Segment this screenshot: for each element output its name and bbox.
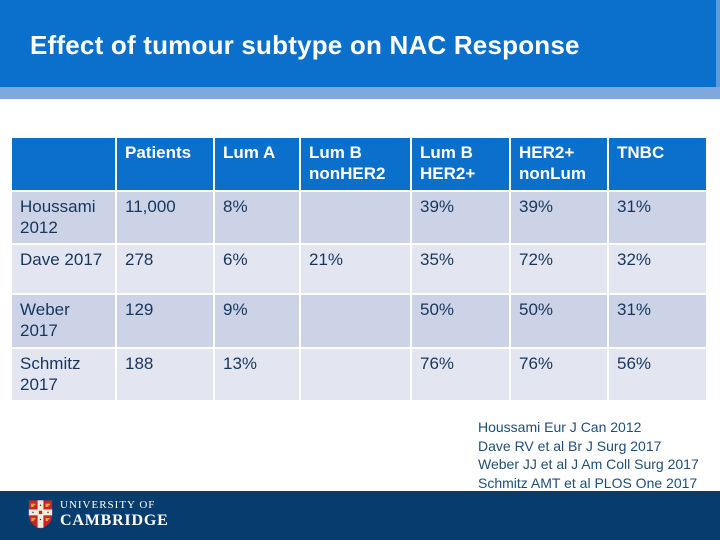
table-cell: 31% (609, 295, 706, 346)
table-cell: 31% (609, 192, 706, 243)
table-cell: 8% (215, 192, 299, 243)
table-cell (301, 192, 410, 243)
table-row-schmitz (12, 349, 706, 400)
header-cell-tnbc: TNBC (609, 138, 706, 190)
table-cell: 188 (117, 349, 213, 400)
reference-line: Schmitz AMT et al PLOS One 2017 (478, 474, 698, 491)
reference-line: Dave RV et al Br J Surg 2017 (478, 437, 662, 454)
table-cell: 129 (117, 295, 213, 346)
table-cell: 72% (511, 245, 607, 293)
table-cell (301, 295, 410, 346)
logo-cambridge: CAMBRIDGE (60, 512, 169, 529)
header-cell-blank (12, 138, 115, 190)
table-cell: 11,000 (117, 192, 213, 243)
table-header-row (12, 138, 706, 190)
cambridge-logo (28, 499, 169, 530)
cambridge-shield-icon (28, 499, 53, 530)
table-cell: 32% (609, 245, 706, 293)
row-label: Weber 2017 (12, 295, 115, 346)
title-banner (0, 0, 720, 87)
header-cell-lum-a: Lum A (215, 138, 299, 190)
table-cell: 56% (609, 349, 706, 400)
header-cell-patients: Patients (117, 138, 213, 190)
row-label: Dave 2017 (12, 245, 115, 293)
subtype-response-table (10, 136, 708, 402)
header-cell-lum-b-her2: Lum B HER2+ (412, 138, 509, 190)
row-label: Houssami 2012 (12, 192, 115, 243)
table-cell: 39% (412, 192, 509, 243)
table-cell: 50% (511, 295, 607, 346)
logo-university-of: UNIVERSITY OF (60, 499, 156, 511)
table-cell: 13% (215, 349, 299, 400)
cambridge-logo-text (60, 500, 169, 529)
slide-title: Effect of tumour subtype on NAC Response (30, 30, 580, 60)
table-row-weber (12, 295, 706, 346)
table-cell: 50% (412, 295, 509, 346)
table-row-dave (12, 245, 706, 293)
table-cell: 21% (301, 245, 410, 293)
table-cell: 35% (412, 245, 509, 293)
table-cell: 39% (511, 192, 607, 243)
table-cell: 6% (215, 245, 299, 293)
references-block (478, 418, 699, 492)
table-cell: 76% (412, 349, 509, 400)
header-cell-lum-b-nonher2: Lum B nonHER2 (301, 138, 410, 190)
row-label: Schmitz 2017 (12, 349, 115, 400)
table-row-houssami (12, 192, 706, 243)
footer-bar (0, 491, 720, 540)
table-cell: 9% (215, 295, 299, 346)
accent-strip (0, 87, 720, 99)
reference-line: Weber JJ et al J Am Coll Surg 2017 (478, 456, 699, 472)
table-cell: 278 (117, 245, 213, 293)
reference-line: Houssami Eur J Can 2012 (478, 419, 642, 435)
table-cell: 76% (511, 349, 607, 400)
banner-edge-accent (716, 0, 720, 87)
header-cell-her2-nonlum: HER2+ nonLum (511, 138, 607, 190)
table-cell (301, 349, 410, 400)
